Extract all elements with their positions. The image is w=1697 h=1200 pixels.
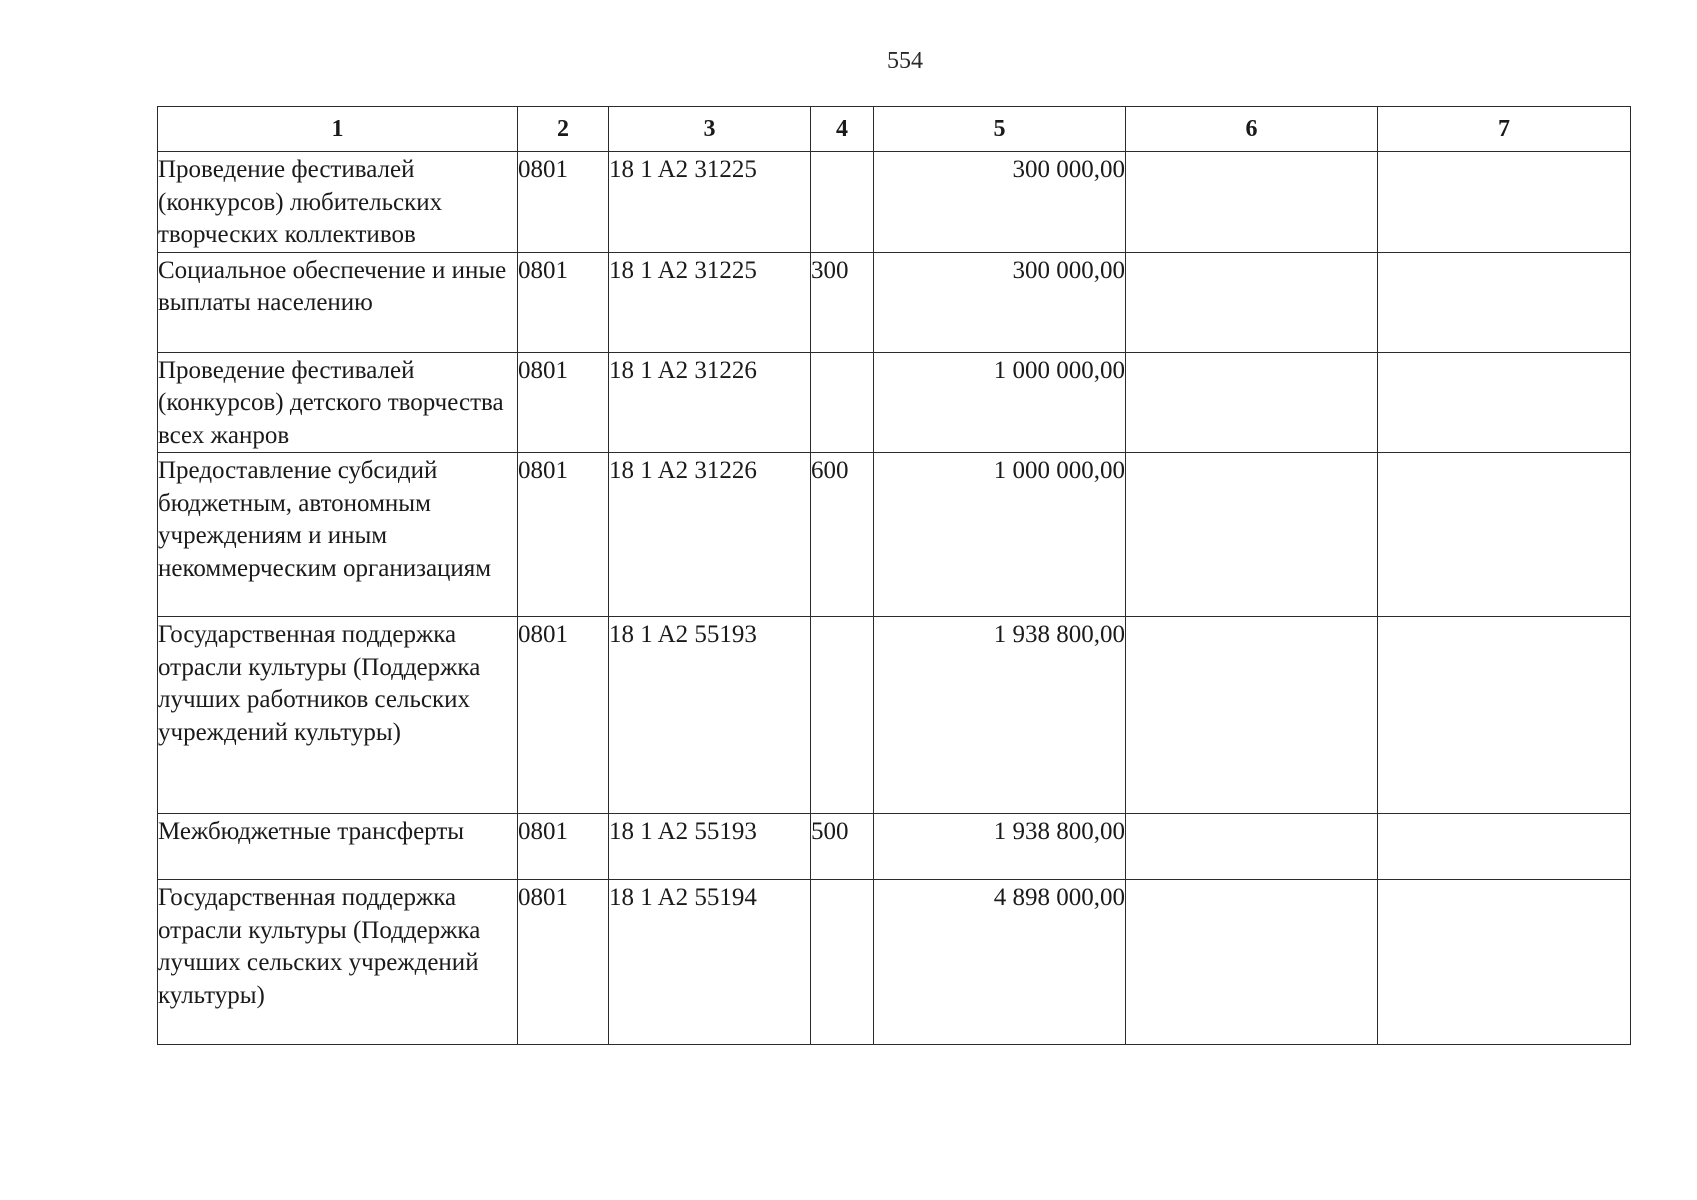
header-col-2: 2 [518,107,609,152]
row-col7 [1378,880,1631,1045]
row-col6 [1126,252,1378,352]
row-code: 18 1 A2 31226 [609,352,811,453]
row-type [811,152,874,253]
row-type [811,880,874,1045]
row-section: 0801 [518,152,609,253]
row-col7 [1378,252,1631,352]
row-code: 18 1 A2 55194 [609,880,811,1045]
row-amount: 300 000,00 [874,252,1126,352]
row-amount: 1 000 000,00 [874,453,1126,617]
row-section: 0801 [518,814,609,880]
row-type: 300 [811,252,874,352]
row-amount: 1 938 800,00 [874,617,1126,814]
row-col6 [1126,880,1378,1045]
header-col-4: 4 [811,107,874,152]
table-row [158,453,1631,617]
row-col6 [1126,814,1378,880]
header-col-3: 3 [609,107,811,152]
table-row [158,352,1631,453]
table-row [158,880,1631,1045]
row-col7 [1378,617,1631,814]
row-section: 0801 [518,252,609,352]
row-section: 0801 [518,352,609,453]
table-row [158,814,1631,880]
row-col6 [1126,152,1378,253]
row-name: Государственная поддержка отрасли культуры (Поддержка лучших работников сельских учреждений культуры) [158,617,518,814]
budget-table [157,106,1631,1045]
row-type: 600 [811,453,874,617]
row-type [811,352,874,453]
row-col6 [1126,352,1378,453]
table-row [158,252,1631,352]
row-section: 0801 [518,617,609,814]
row-name: Предоставление субсидий бюджетным, автономным учреждениям и иным некоммерческим организациям [158,453,518,617]
row-code: 18 1 A2 55193 [609,617,811,814]
row-code: 18 1 A2 55193 [609,814,811,880]
row-col7 [1378,453,1631,617]
table-row [158,152,1631,253]
row-section: 0801 [518,880,609,1045]
row-code: 18 1 A2 31225 [609,152,811,253]
row-amount: 4 898 000,00 [874,880,1126,1045]
page-number: 554 [887,48,923,74]
row-amount: 1 938 800,00 [874,814,1126,880]
row-type [811,617,874,814]
row-col7 [1378,352,1631,453]
row-name: Социальное обеспечение и иные выплаты населению [158,252,518,352]
row-code: 18 1 A2 31225 [609,252,811,352]
row-name: Межбюджетные трансферты [158,814,518,880]
header-row [158,107,1631,152]
row-name: Государственная поддержка отрасли культуры (Поддержка лучших сельских учреждений культуры) [158,880,518,1045]
row-section: 0801 [518,453,609,617]
row-col7 [1378,814,1631,880]
row-col6 [1126,453,1378,617]
table-row [158,617,1631,814]
row-name: Проведение фестивалей (конкурсов) детского творчества всех жанров [158,352,518,453]
row-type: 500 [811,814,874,880]
row-code: 18 1 A2 31226 [609,453,811,617]
header-col-6: 6 [1126,107,1378,152]
row-name: Проведение фестивалей (конкурсов) любительских творческих коллективов [158,152,518,253]
row-amount: 300 000,00 [874,152,1126,253]
header-col-7: 7 [1378,107,1631,152]
header-col-1: 1 [158,107,518,152]
row-amount: 1 000 000,00 [874,352,1126,453]
header-col-5: 5 [874,107,1126,152]
row-col7 [1378,152,1631,253]
row-col6 [1126,617,1378,814]
